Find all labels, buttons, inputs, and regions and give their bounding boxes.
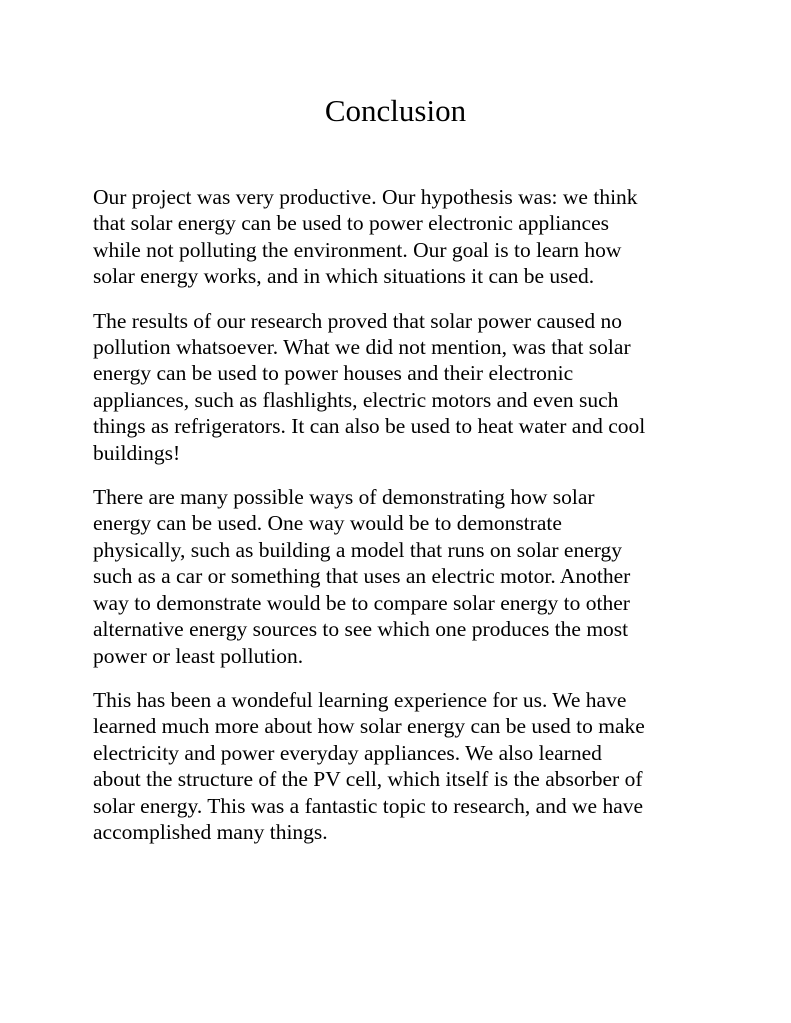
- paragraph-line: solar energy. This was a fantastic topic to research, and we have: [93, 793, 644, 818]
- paragraph-line: physically, such as building a model that runs on solar energy: [93, 537, 623, 562]
- paragraph-line: There are many possible ways of demonstrating how solar: [93, 485, 595, 510]
- paragraph-line: Our project was very productive. Our hypothesis was: we think: [93, 185, 638, 209]
- paragraph-line: This has been a wondeful learning experience for us. We have: [93, 687, 627, 712]
- paragraph-line: accomplished many things.: [93, 819, 328, 844]
- paragraph-line: appliances, such as flashlights, electric motors and even such: [93, 387, 619, 412]
- paragraph-line: about the structure of the PV cell, which itself is the absorber of: [93, 767, 643, 792]
- paragraph-1: [93, 184, 698, 290]
- document-body: [93, 184, 698, 863]
- paragraph-line: energy can be used to power houses and their electronic: [93, 361, 574, 386]
- paragraph-line: power or least pollution.: [93, 643, 304, 668]
- paragraph-4: [93, 687, 698, 845]
- paragraph-3: [93, 484, 698, 669]
- page-title: Conclusion: [324, 93, 467, 128]
- paragraph-line: way to demonstrate would be to compare solar energy to other: [93, 590, 630, 615]
- paragraph-line: energy can be used. One way would be to demonstrate: [93, 511, 562, 536]
- paragraph-line: solar energy works, and in which situations it can be used.: [93, 264, 595, 289]
- paragraph-line: The results of our research proved that solar power caused no: [93, 308, 622, 333]
- paragraph-line: buildings!: [93, 440, 181, 465]
- paragraph-line: while not polluting the environment. Our goal is to learn how: [93, 237, 622, 262]
- paragraph-line: that solar energy can be used to power electronic appliances: [93, 211, 609, 236]
- paragraph-2: [93, 308, 698, 466]
- paragraph-line: pollution whatsoever. What we did not mention, was that solar: [93, 335, 631, 360]
- paragraph-line: such as a car or something that uses an electric motor. Another: [93, 564, 631, 589]
- paragraph-line: electricity and power everyday appliances. We also learned: [93, 740, 602, 765]
- paragraph-line: things as refrigerators. It can also be used to heat water and cool: [93, 414, 646, 439]
- paragraph-line: alternative energy sources to see which one produces the most: [93, 617, 629, 642]
- paragraph-line: learned much more about how solar energy can be used to make: [93, 714, 645, 739]
